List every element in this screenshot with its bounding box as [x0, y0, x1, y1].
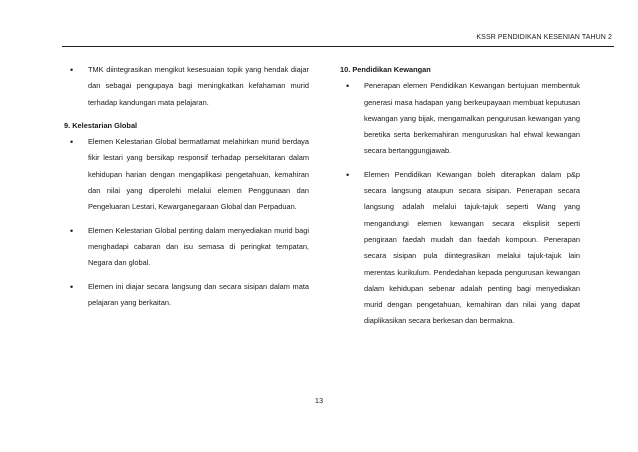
bullet-icon: • [70, 281, 74, 292]
bullet-icon: • [346, 81, 350, 92]
bullet-text: Penerapan elemen Pendidikan Kewangan bertujuan membentuk generasi masa hadapan yang berkeupayaan membuat keputusan kewangan yang bijak, mengamalkan pengurusan kewangan yang beretika serta berkemahiran menguruskan hal ehwal kewangan secara bertanggungjawab. [364, 81, 580, 156]
list-item [64, 223, 309, 272]
header-title: KSSR PENDIDIKAN KESENIAN TAHUN 2 [476, 34, 612, 41]
bullet-text: TMK diintegrasikan mengikut kesesuaian topik yang hendak diajar dan sebagai pengupaya bagi meningkatkan kefahaman murid terhadap kandungan mata pelajaran. [88, 65, 309, 107]
header-divider [62, 46, 614, 47]
right-column [340, 62, 580, 330]
page-number: 13 [314, 396, 324, 405]
list-item [340, 78, 580, 159]
bullet-text: Elemen Kelestarian Global penting dalam menyediakan murid bagi menghadapi cabaran dan isu semasa di peringkat tempatan, Negara dan global. [88, 225, 309, 268]
list-item [340, 167, 580, 330]
bullet-text: Elemen Kelestarian Global bermatlamat melahirkan murid berdaya fikir lestari yang bersikap responsif terhadap persekitaran dalam kehidupan harian dengan mengaplikasi pengetahuan, kemahiran dan nilai yang diperolehi melalui elemen Penggunaan dan Pengeluaran Lestari, Kewarganegaraan Global dan Perpaduan. [88, 137, 309, 212]
bullet-icon: • [70, 225, 74, 236]
list-item [64, 279, 309, 312]
bullet-icon: • [70, 65, 74, 75]
section-heading-kelestarian-global: 9. Kelestarian Global [64, 120, 138, 130]
bullet-icon: • [346, 169, 350, 180]
section-heading-pendidikan-kewangan: 10. Pendidikan Kewangan [340, 65, 431, 74]
bullet-text: Elemen ini diajar secara langsung dan secara sisipan dalam mata pelajaran yang berkaitan. [88, 281, 309, 307]
bullet-text: Elemen Pendidikan Kewangan boleh diterapkan dalam p&p secara langsung ataupun secara sisipan. Penerapan secara langsung adalah melalui tajuk-tajuk seperti Wang yang mengandungi elemen kewangan secara eksplisit seperti pengiraan faedah mudah dan faedah kompoun. Penerapan secara sisipan pula diintegrasikan melalui tajuk-tajuk lain merentas kurikulum. Pendedahan kepada pengurusan kewangan dalam kehidupan sebenar adalah penting bagi menyediakan murid dengan pengetahuan, kemahiran dan nilai yang dapat diaplikasikan secara berkesan dan bermakna. [364, 169, 580, 326]
left-column [64, 62, 309, 311]
list-item [64, 134, 309, 215]
bullet-icon: • [70, 137, 74, 148]
list-item [64, 62, 309, 111]
